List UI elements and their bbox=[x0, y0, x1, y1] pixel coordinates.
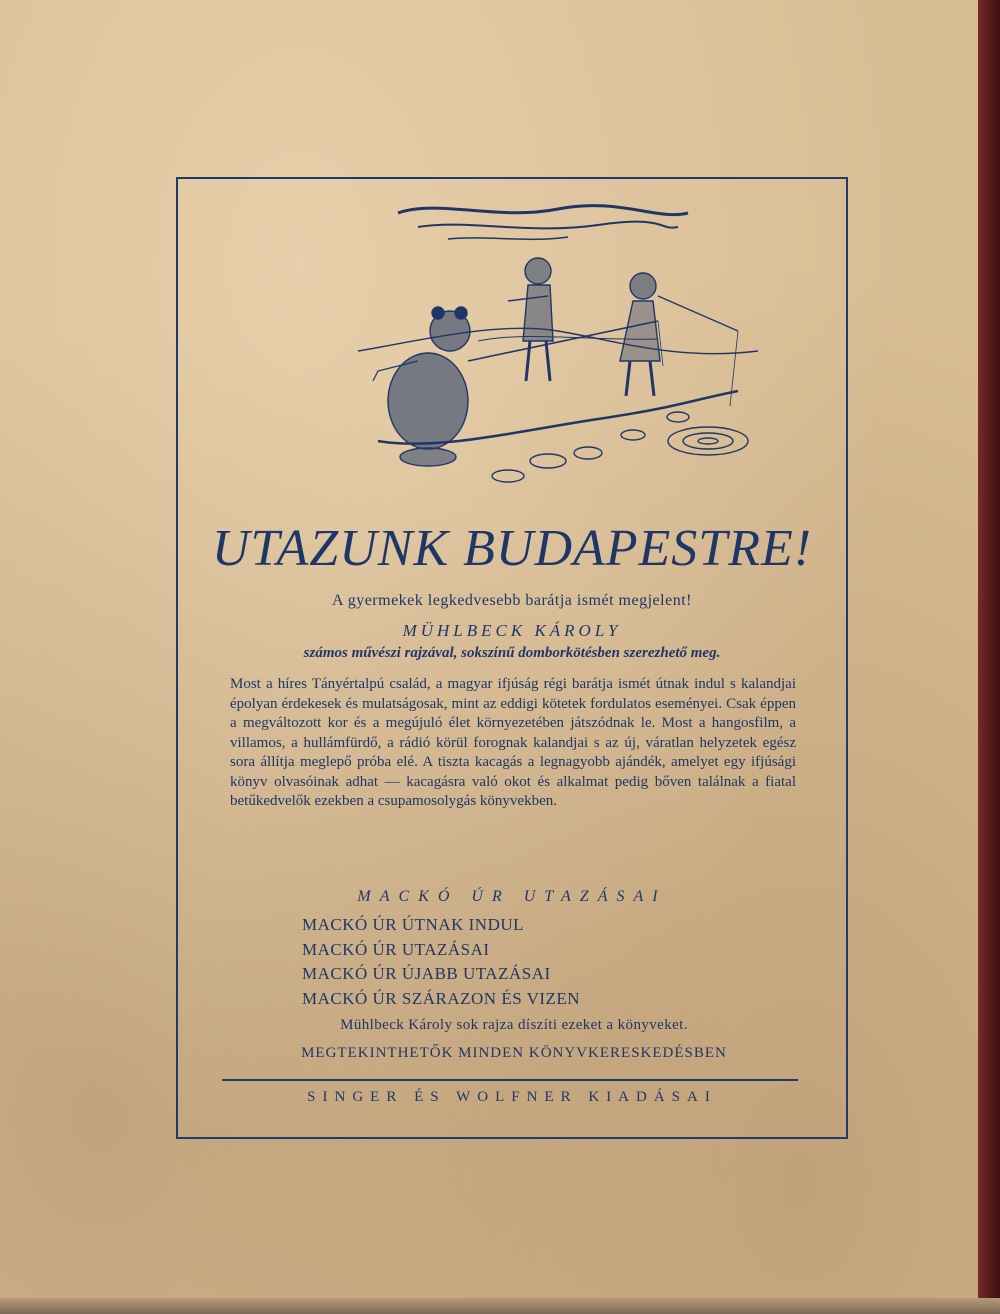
illustrator-note: Mühlbeck Károly sok rajza díszíti ezeket a könyveket. bbox=[340, 1017, 688, 1033]
advertisement-frame bbox=[176, 177, 848, 1139]
series-list bbox=[302, 913, 580, 1011]
series-item: MACKÓ ÚR UTAZÁSAI bbox=[302, 939, 490, 959]
availability-line: MEGTEKINTHETŐK MINDEN KÖNYVKERESKEDÉSBEN bbox=[301, 1045, 727, 1061]
author-name: MÜHLBECK KÁROLY bbox=[402, 621, 622, 640]
description-paragraph: Most a híres Tányértalpú család, a magyar ifjúság régi barátja ismét útnak indul s kalandjai épolyan érdekesek és mulatságosak, mint az eddigi kötetek fordulatos eseményei. Csak éppen a megváltozott kor és a megújuló élet környezetében játszódnak le. Most a hangosfilm, a villamos, a hullámfürdő, a rádió körül forognak kalandjai s az új, váratlan helyzetek egész sora állítja meglepő próba elé. A tiszta kacagás a legnagyobb ajándék, amelyet egy ifjúsági könyv olvasóinak adhat — kacagásra való okot és alkalmat pedig bőven találnak a fiatal betűkedvelők ezekben a csupamosolygás könyvekben. bbox=[230, 676, 796, 809]
series-item: MACKÓ ÚR SZÁRAZON ÉS VIZEN bbox=[302, 988, 581, 1008]
series-title: MACKÓ ÚR UTAZÁSAI bbox=[357, 888, 667, 905]
divider bbox=[222, 1079, 798, 1081]
series-item: MACKÓ ÚR ÚTNAK INDUL bbox=[302, 915, 525, 934]
lead-line: A gyermekek legkedvesebb barátja ismét megjelent! bbox=[332, 592, 692, 609]
author-subtitle: számos művészi rajzával, sokszínű domborkötésben szerezhető meg. bbox=[303, 645, 721, 661]
headline: UTAZUNK BUDAPESTRE! bbox=[211, 520, 813, 577]
bears-fishing-illustration bbox=[358, 191, 758, 511]
book-bottom-edge bbox=[0, 1298, 1000, 1314]
series-item: MACKÓ ÚR ÚJABB UTAZÁSAI bbox=[302, 964, 551, 983]
book-spine bbox=[978, 0, 1000, 1314]
publisher-line: SINGER ÉS WOLFNER KIADÁSAI bbox=[307, 1089, 717, 1105]
